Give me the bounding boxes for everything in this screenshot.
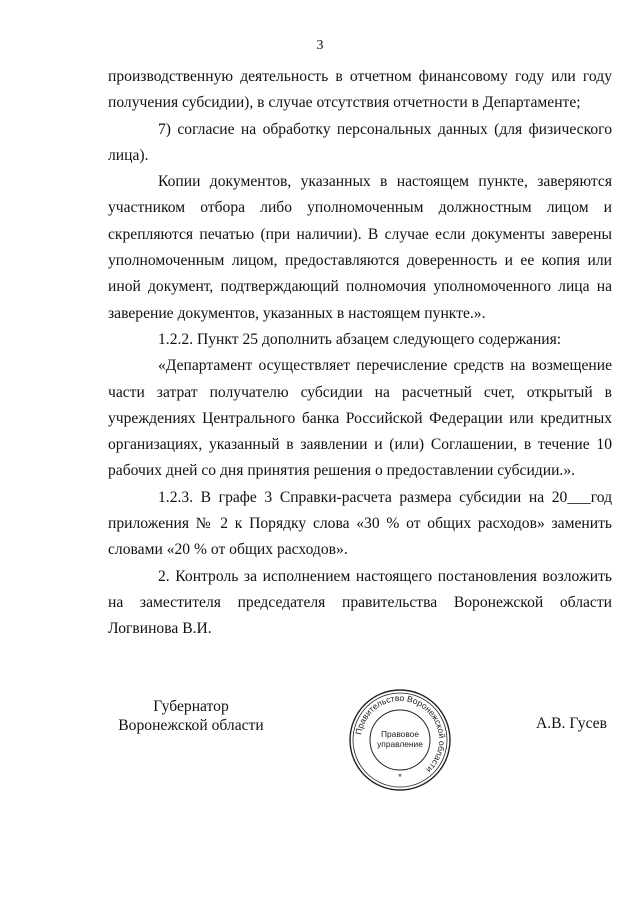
signature-position-line1: Губернатор <box>153 698 229 715</box>
page-number: 3 <box>316 38 324 53</box>
paragraph-quote-department: «Департамент осуществляет перечисление средств на возмещение части затрат получателю субсидии на расчетный счет, открытый в учреждениях Центрального банка Российской Федерации или кредитных организациях, указанный в заявлении и (или) Соглашении, в течение 10 рабочих дней со дня принятия решения о предоставлении субсидии.». <box>108 357 612 480</box>
signature-position-line2: Воронежской области <box>118 717 264 734</box>
seal-star: * <box>398 772 402 782</box>
official-seal <box>348 688 452 792</box>
document-body <box>108 64 612 643</box>
paragraph-copies: Копии документов, указанных в настоящем пункте, заверяются участником отбора либо уполномоченным должностным лицом и скрепляются печатью (при наличии). В случае если документы заверены уполномоченным лицом, предоставляются доверенность и ее копия или иной документ, подтверждающий полномочия уполномоченного лица на заверение документов, указанных в настоящем пункте.». <box>108 173 612 322</box>
paragraph-2-control: 2. Контроль за исполнением настоящего постановления возложить на заместителя председателя правительства Воронежской области Логвинова В.И. <box>108 567 612 638</box>
seal-inner-line1: Правовое <box>380 729 420 739</box>
seal-inner-line2: управление <box>377 739 423 749</box>
paragraph-continuation: производственную деятельность в отчетном финансовому году или году получения субсидии), в случае отсутствия отчетности в Департаменте; <box>108 68 612 112</box>
paragraph-1-2-3: 1.2.3. В графе 3 Справки-расчета размера субсидии на 20___год приложения № 2 к Порядку слова «30 % от общих расходов» заменить словами «20 % от общих расходов». <box>108 488 612 559</box>
signature-position <box>96 697 286 735</box>
seal-outer-text: Правительство Воронежской области <box>353 692 448 775</box>
paragraph-item-7: 7) согласие на обработку персональных данных (для физического лица). <box>108 120 612 164</box>
paragraph-1-2-2: 1.2.2. Пункт 25 дополнить абзацем следующего содержания: <box>158 330 562 348</box>
signature-name: А.В. Гусев <box>536 715 607 732</box>
